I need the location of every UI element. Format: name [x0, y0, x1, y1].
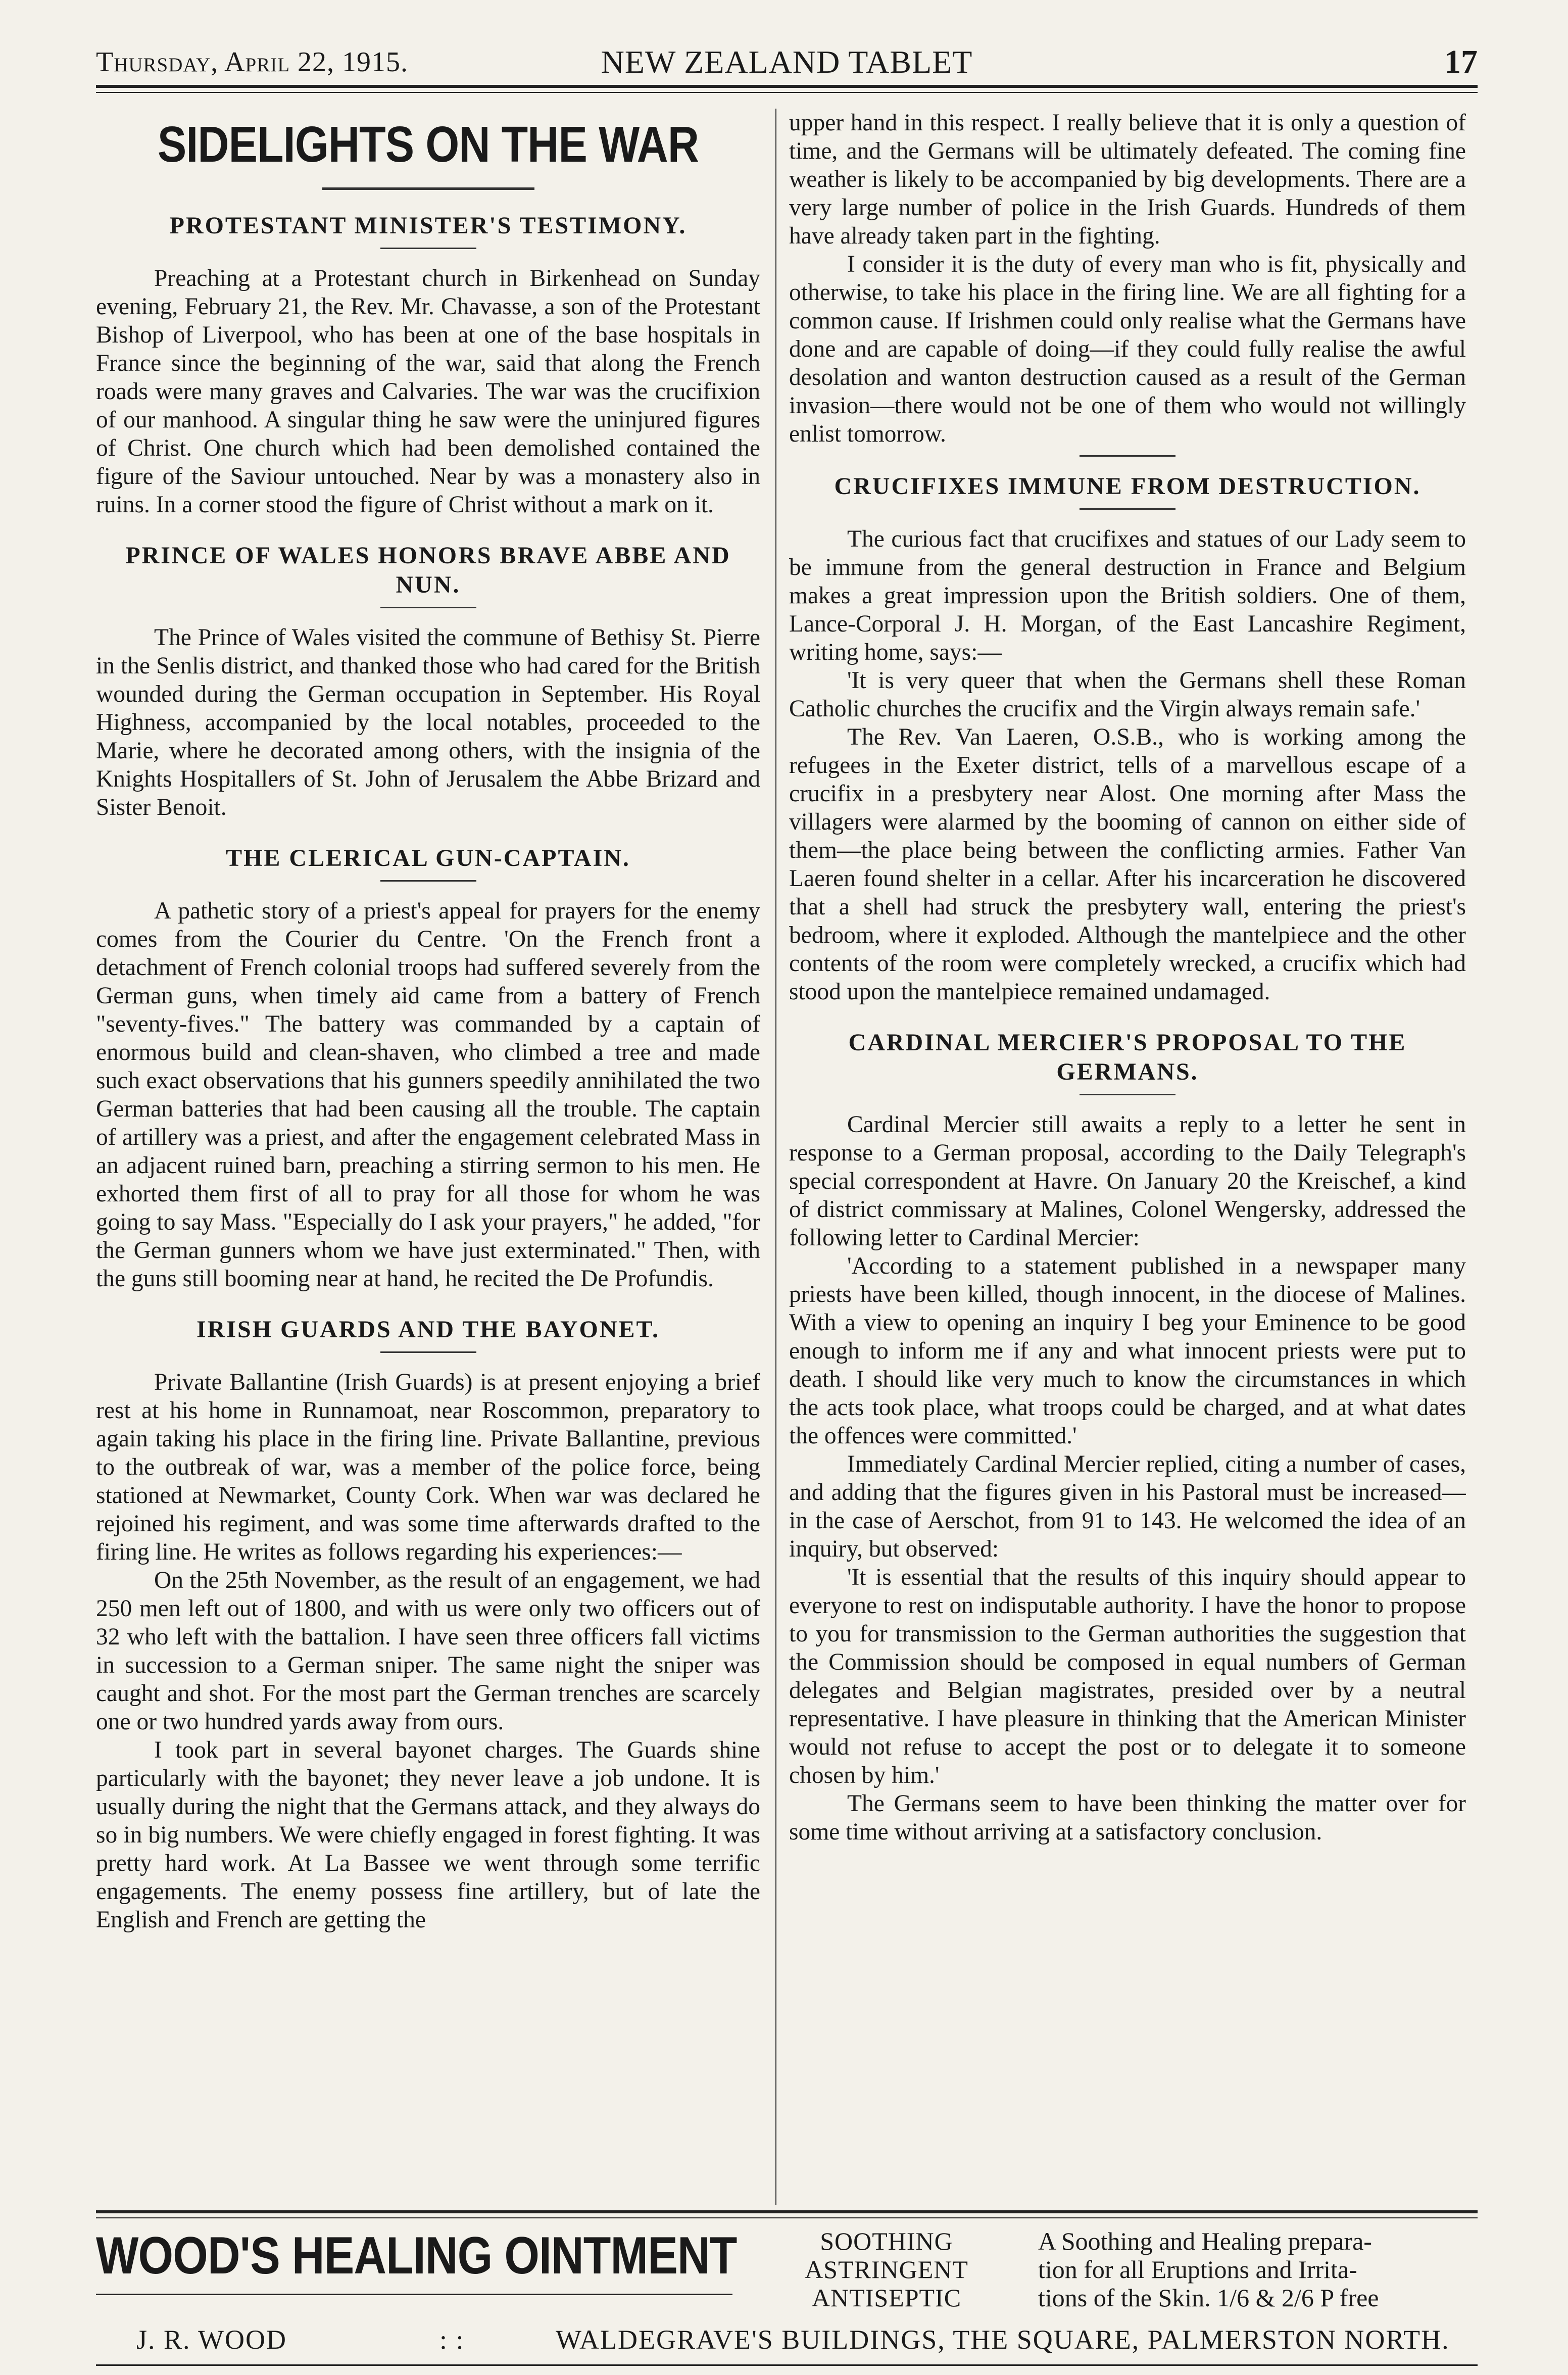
issue-date: Thursday, April 22, 1915.	[96, 46, 409, 78]
bottom-rule	[96, 2364, 1478, 2366]
advert-maker-line	[136, 2324, 1480, 2355]
article-paragraph: Private Ballantine (Irish Guards) is at present enjoying a brief rest at his home in Runnamoat, near Roscommon, preparatory to again taking his place in the firing line. Private Ballantine, previous to the outbreak of war, was a member of the police force, being stationed at Newmarket, County Cork. When war was declared he rejoined his regiment, and was some time afterwards drafted to the firing line. He writes as follows regarding his experiences:—	[96, 1369, 760, 1565]
section-rule	[380, 880, 476, 882]
article-paragraph: I took part in several bayonet charges. The Guards shine particularly with the bayonet; they never leave a job undone. It is usually during the night that the Germans attack, and they always do so in big numbers. We were chiefly engaged in forest fighting. It was pretty hard work. At La Bassee we went through some terrific engagements. The enemy possess fine artillery, but of late the English and French are getting the	[96, 1737, 760, 1933]
article-paragraph: On the 25th November, as the result of an engagement, we had 250 men left out of 1800, and with us were only two officers out of 32 who left with the battalion. I have seen three officers fall victims in succession to a German sniper. The same night the sniper was caught and shot. For the most part the German trenches are scarcely one or two hundred yards away from ours.	[96, 1567, 760, 1735]
section-rule	[1080, 508, 1175, 510]
section-heading: IRISH GUARDS AND THE BAYONET.	[197, 1316, 660, 1343]
left-column	[96, 109, 760, 2205]
section-heading: THE CLERICAL GUN-CAPTAIN.	[226, 845, 630, 871]
article-paragraph: The curious fact that crucifixes and statues of our Lady seem to be immune from the general destruction in France and Belgium makes a great impression upon the British soldiers. One of them, Lance-Corporal J. H. Morgan, of the East Lancashire Regiment, writing home, says:—	[789, 526, 1466, 665]
section-heading: PROTESTANT MINISTER'S TESTIMONY.	[169, 212, 687, 239]
advert-title-rule	[96, 2294, 732, 2295]
advert-keywords	[780, 2227, 993, 2312]
masthead	[96, 43, 1478, 80]
advert-keyword: ANTISEPTIC	[811, 2284, 962, 2312]
advert-description-line: A Soothing and Healing prepara-	[1038, 2227, 1372, 2255]
article-paragraph: 'It is essential that the results of this inquiry should appear to everyone to rest on indisputable authority. I have the honor to propose to you for transmission to the German authorities the suggestion that the Commission should be composed in equal numbers of German delegates and Belgian magistrates, presided over by a neutral representative. I have pleasure in thinking that the American Minister would not refuse to accept the post or to delegate it to someone chosen by him.'	[789, 1564, 1466, 1788]
article-paragraph: 'It is very queer that when the Germans shell these Roman Catholic churches the crucifix and the Virgin always remain safe.'	[789, 667, 1466, 722]
article-paragraph: A pathetic story of a priest's appeal for prayers for the enemy comes from the Courier du Centre. 'On the French front a detachment of French colonial troops had suffered severely from the German guns, when timely aid came from a battery of French "seventy-fives." The battery was commanded by a captain of enormous build and clean-shaven, who climbed a tree and made such exact observations that his gunners speedily annihilated the two German batteries that had been causing all the trouble. The captain of artillery was a priest, and after the engagement celebrated Mass in an adjacent ruined barn, preaching a stirring sermon to his men. He exhorted them first of all to pray for all those for whom he was going to say Mass. "Especially do I ask your prayers," he added, "for the German gunners whom we have just exterminated." Then, with the guns still booming near at hand, he recited the De Profundis.	[96, 898, 760, 1292]
advert-title: WOOD'S HEALING OINTMENT	[96, 2226, 737, 2285]
masthead-rule-thin	[96, 92, 1478, 93]
newspaper-title: NEW ZEALAND TABLET	[601, 44, 973, 80]
section-heading: PRINCE OF WALES HONORS BRAVE ABBE AND NUN.	[125, 542, 731, 598]
advert-rule-thick	[96, 2210, 1478, 2213]
advert-maker: J. R. WOOD	[136, 2324, 287, 2355]
main-headline: SIDELIGHTS ON THE WAR	[157, 116, 699, 173]
article-paragraph: The Rev. Van Laeren, O.S.B., who is working among the refugees in the Exeter district, tells of a marvellous escape of a crucifix in a presbytery near Alost. One morning after Mass the villagers were alarmed by the booming of cannon on either side of them—the place being between the conflicting armies. Father Van Laeren found shelter in a cellar. After his incarceration he discovered that a shell had struck the presbytery wall, entering the priest's bedroom, where it exploded. Although the mantelpiece and the other contents of the room were completely wrecked, a crucifix which had stood upon the mantelpiece remained undamaged.	[789, 724, 1466, 1005]
advert-description	[1038, 2227, 1478, 2312]
article-paragraph: 'According to a statement published in a newspaper many priests have been killed, though innocent, in the diocese of Malines. With a view to opening an inquiry I beg your Eminence to be good enough to inform me if any and what innocent priests were put to death. I should like very much to know the circumstances in which the acts took place, what troops could be charged, and at what dates the offences were committed.'	[789, 1253, 1466, 1449]
continued-paragraph: upper hand in this respect. I really believe that it is only a question of time, and the Germans will be ultimately defeated. The coming fine weather is likely to be accompanied by big developments. There are a very large number of police in the Irish Guards. Hundreds of them have already taken part in the fighting.	[789, 110, 1466, 249]
column-separator	[775, 109, 776, 2205]
right-column	[789, 109, 1466, 2205]
advert-separator: : :	[439, 2324, 465, 2355]
advert-keyword: SOOTHING	[820, 2227, 953, 2255]
section-rule	[380, 248, 476, 249]
headline-rule	[322, 187, 534, 190]
masthead-rule-thick	[96, 85, 1478, 88]
advert-keyword: ASTRINGENT	[805, 2255, 968, 2284]
advert-rule-thin	[96, 2217, 1478, 2218]
section-rule	[1080, 1094, 1175, 1095]
section-heading: CRUCIFIXES IMMUNE FROM DESTRUCTION.	[834, 473, 1421, 500]
article-paragraph: Cardinal Mercier still awaits a reply to a letter he sent in response to a German proposal, according to the Daily Telegraph's special correspondent at Havre. On January 20 the Kreischef, a kind of district commissary at Malines, Colonel Wengersky, addressed the following letter to Cardinal Mercier:	[789, 1111, 1466, 1251]
section-rule	[380, 1351, 476, 1353]
advert-description-line: tions of the Skin. 1/6 & 2/6 P free	[1038, 2284, 1379, 2312]
section-heading: CARDINAL MERCIER'S PROPOSAL TO THE GERMANS.	[848, 1029, 1407, 1085]
section-rule	[380, 607, 476, 608]
article-paragraph: I consider it is the duty of every man who is fit, physically and otherwise, to take his place in the firing line. We are all fighting for a common cause. If Irishmen could only realise what the Germans have done and are capable of doing—if they could fully realise the awful desolation and wanton destruction caused as a result of the German invasion—there would not be one of them who would not willingly enlist tomorrow.	[789, 251, 1466, 447]
advert-description-line: tion for all Eruptions and Irrita-	[1038, 2255, 1357, 2284]
article-paragraph: Immediately Cardinal Mercier replied, citing a number of cases, and adding that the figures given in his Pastoral must be increased—in the case of Aerschot, from 91 to 143. He welcomed the idea of an inquiry, but observed:	[789, 1451, 1466, 1562]
article-paragraph: The Prince of Wales visited the commune of Bethisy St. Pierre in the Senlis district, and thanked those who had cared for the British wounded during the German occupation in September. His Royal Highness, accompanied by the local notables, proceeded to the Marie, where he decorated among others, with the insignia of the Knights Hospitallers of St. John of Jerusalem the Abbe Brizard and Sister Benoit.	[96, 624, 760, 820]
article-paragraph: Preaching at a Protestant church in Birkenhead on Sunday evening, February 21, the Rev. Mr. Chavasse, a son of the Protestant Bishop of Liverpool, who has been at one of the base hospitals in France since the beginning of the war, said that along the French roads were many graves and Calvaries. The war was the crucifixion of our manhood. A singular thing he saw were the uninjured figures of Christ. One church which had been demolished contained the figure of the Saviour untouched. Near by was a monastery also in ruins. In a corner stood the figure of Christ without a mark on it.	[96, 265, 760, 518]
article-paragraph: The Germans seem to have been thinking the matter over for some time without arriving at a satisfactory conclusion.	[789, 1790, 1466, 1845]
page-number: 17	[1444, 43, 1478, 80]
section-rule	[1080, 455, 1175, 457]
advert-address: WALDEGRAVE'S BUILDINGS, THE SQUARE, PALMERSTON NORTH.	[556, 2324, 1450, 2355]
